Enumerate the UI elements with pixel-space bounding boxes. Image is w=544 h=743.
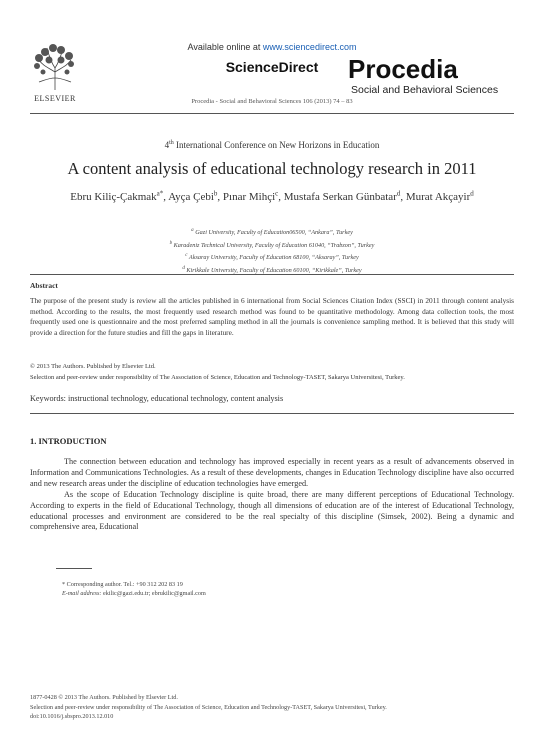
paragraph: The connection between education and technology has improved especially in recent years as a result of advancements observed in Information and Communications Technologies. As a result of these developments, changes in Education Technology discipline have also occurred and new research areas under the discipline of education technologies have emerged. xyxy=(30,457,514,488)
elsevier-wordmark: ELSEVIER xyxy=(34,94,76,103)
author-name: Mustafa Serkan Günbatar xyxy=(283,190,397,203)
email-value: ekilic@gazi.edu.tr; ebrukilic@gmail.com xyxy=(101,590,206,597)
author-affil-mark: d xyxy=(470,189,474,197)
affiliation-mark: d xyxy=(182,265,185,271)
sciencedirect-wordmark: ScienceDirect xyxy=(225,59,319,75)
procedia-subtitle: Social and Behavioral Sciences xyxy=(351,84,499,96)
affiliation-list xyxy=(0,226,544,276)
author-affil-mark: c xyxy=(275,189,279,197)
procedia-wordmark: Procedia xyxy=(348,54,458,84)
sciencedirect-link[interactable]: www.sciencedirect.com xyxy=(262,42,357,52)
author-name: Murat Akçayir xyxy=(405,190,471,203)
author-separator: , xyxy=(400,190,406,203)
elsevier-tree-logo xyxy=(31,42,79,92)
author xyxy=(168,191,223,203)
affiliation-text: Karadeniz Technical University, Faculty of Education 61040, “Trabzon”, Turkey xyxy=(172,241,375,249)
author xyxy=(70,191,168,203)
abstract-heading: Abstract xyxy=(30,281,58,290)
abstract-top-divider xyxy=(30,274,514,275)
conference-ordinal: 4 xyxy=(164,140,170,150)
affiliation-mark: c xyxy=(185,253,188,259)
email-label: E-mail address: xyxy=(62,590,102,597)
doi-line: doi:10.1016/j.sbspro.2013.12.010 xyxy=(30,713,114,721)
author xyxy=(406,191,474,203)
abstract-bottom-divider xyxy=(30,413,514,414)
affiliation xyxy=(0,226,544,239)
affiliation xyxy=(0,251,544,264)
paper-title: A content analysis of educational technology research in 2011 xyxy=(67,159,477,178)
author xyxy=(223,191,284,203)
paragraph: As the scope of Education Technology discipline is quite broad, there are many different perceptions of Educational Technology. According to experts in the field of Educational Technology, though all dimensions of education are of the interest of Educational Technology, educational processes and environment are considered to be the real specialty of this discipline (Simsek, 2002). Being a dynamic and comprehensive area, Educational xyxy=(30,489,514,532)
author-affil-mark: a* xyxy=(156,189,164,197)
abstract-body: The purpose of the present study is review all the articles published in 6 international from Social Sciences Citation Index (SSCI) in 2011 through content analysis method. According to the results, the most frequently used research method was found to be quantitative methodology. Among data collection tools, the most frequently used one is questionnaire and the most preferred sampling method in all the journals is convenience sampling method. It is believed that this study will provide a direction for the future studies and fill the gaps in literature. xyxy=(30,296,514,337)
section-heading: 1. INTRODUCTION xyxy=(30,436,107,446)
peer-review-notice: Selection and peer-review under responsibility of The Association of Science, Education and Technology-TASET, Sakarya Universitesi, Turkey. xyxy=(30,374,405,381)
journal-citation: Procedia - Social and Behavioral Sciences 106 (2013) 74 – 83 xyxy=(191,98,353,105)
author-list xyxy=(40,186,504,205)
affiliation-text: Kirikkale University, Faculty of Education 60100, “Kirikkale”, Turkey xyxy=(184,266,362,274)
footnote-divider xyxy=(56,568,92,569)
author-separator: , xyxy=(278,190,284,203)
affiliation-text: Gazi University, Faculty of Education06500, “Ankara”, Turkey xyxy=(193,229,353,237)
affiliation-mark: b xyxy=(169,240,173,246)
conference-line xyxy=(0,140,544,150)
author-separator: , xyxy=(163,190,169,203)
available-prefix: Available online at xyxy=(187,42,263,52)
publication-info xyxy=(30,693,520,722)
author-affil-mark: b xyxy=(213,189,218,197)
author-name: Ebru Kiliç-Çakmak xyxy=(70,190,157,203)
issn-line: 1877-0428 © 2013 The Authors. Published by Elsevier Ltd. xyxy=(30,694,178,701)
footnote xyxy=(62,580,206,598)
keywords: Keywords: instructional technology, educational technology, content analysis xyxy=(30,394,284,403)
affiliation xyxy=(0,239,544,252)
availability-line xyxy=(0,42,544,52)
copyright-notice: © 2013 The Authors. Published by Elsevier Ltd. xyxy=(30,363,156,370)
bottom-peer-review: Selection and peer-review under responsibility of The Association of Science, Education and Technology-TASET, Sakarya Universitesi, Turkey. xyxy=(30,703,387,711)
section-body xyxy=(30,457,514,533)
author-separator: , xyxy=(217,190,223,203)
affiliation-text: Aksaray University, Faculty of Education 68100, “Aksaray”, Turkey xyxy=(187,254,359,262)
author-name: Pınar Mihçi xyxy=(222,190,276,203)
corresponding-author: * Corresponding author. Tel.: +90 312 202 83 19 xyxy=(62,581,183,588)
conference-name: International Conference on New Horizons in Education xyxy=(173,140,380,150)
author-name: Ayça Çebi xyxy=(168,190,214,203)
header-divider xyxy=(30,113,514,114)
conference-ordinal-suffix: th xyxy=(169,140,174,146)
email-line xyxy=(62,589,206,598)
affiliation-mark: a xyxy=(191,228,194,233)
author-affil-mark: d xyxy=(396,189,401,197)
author xyxy=(284,191,406,203)
